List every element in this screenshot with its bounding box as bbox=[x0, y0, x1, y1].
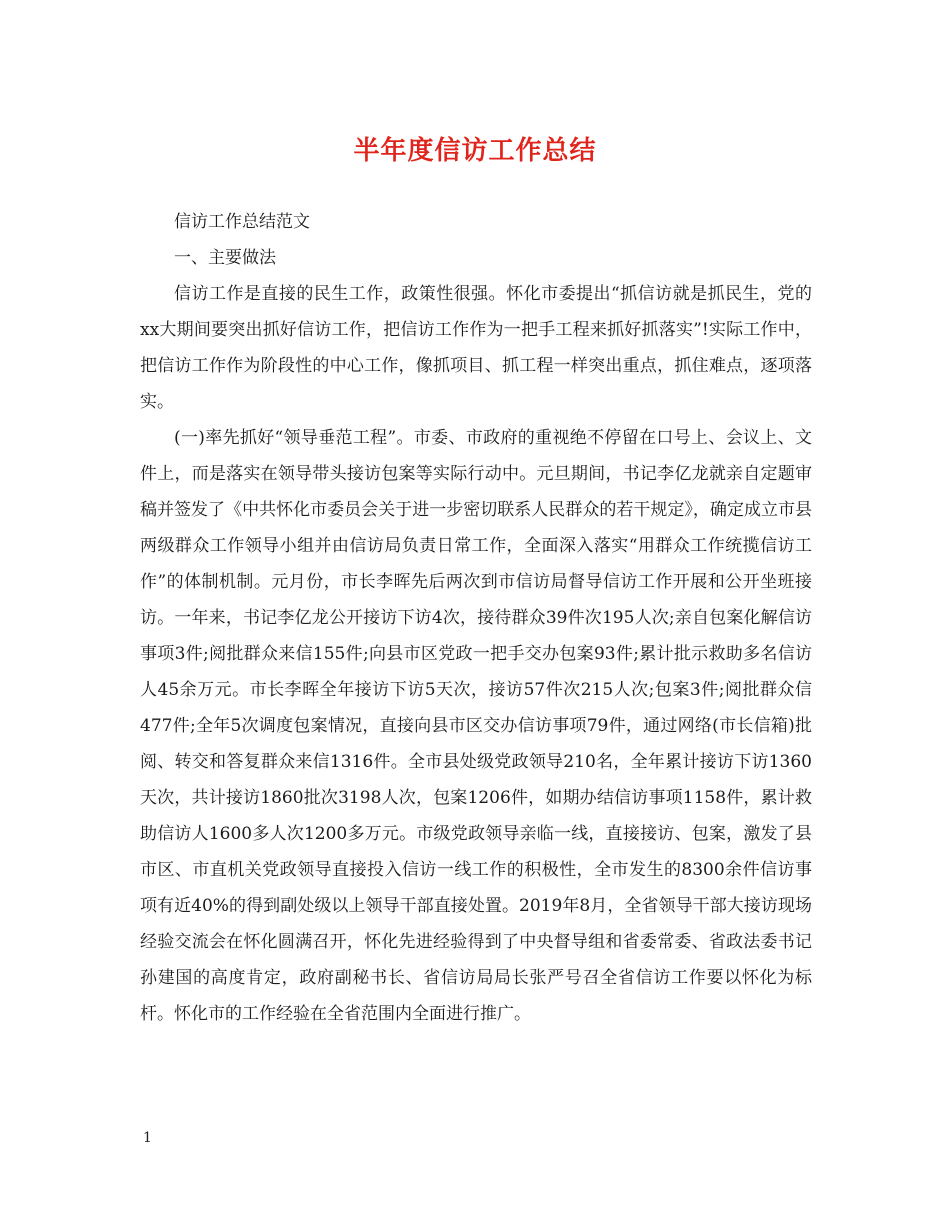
paragraph-leadership: (一)率先抓好“领导垂范工程”。市委、市政府的重视绝不停留在口号上、会议上、文件上，而是落实在领导带头接访包案等实际行动中。元旦期间，书记李亿龙就亲自定题审稿并签发了《中共怀化市委员会关于进一步密切联系人民群众的若干规定》，确定成立市县两级群众工作领导小组并由信访局负责日常工作，全面深入落实“用群众工作统揽信访工作”的体制机制。元月份，市长李晖先后两次到市信访局督导信访工作开展和公开坐班接访。一年来，书记李亿龙公开接访下访4次，接待群众39件次195人次;亲自包案化解信访事项3件;阅批群众来信155件;向县市区党政一把手交办包案93件;累计批示救助多名信访人45余万元。市长李晖全年接访下访5天次，接访57件次215人次;包案3件;阅批群众信477件;全年5次调度包案情况，直接向县市区交办信访事项79件，通过网络(市长信箱)批阅、转交和答复群众来信1316件。全市县处级党政领导210名，全年累计接访下访1360天次，共计接访1860批次3198人次，包案1206件，如期办结信访事项1158件，累计救助信访人1600多人次1200多万元。市级党政领导亲临一线，直接接访、包案，激发了县市区、市直机关党政领导直接投入信访一线工作的积极性，全市发生的8300余件信访事项有近40%的得到副处级以上领导干部直接处置。2019年8月，全省领导干部大接访现场经验交流会在怀化圆满召开，怀化先进经验得到了中央督导组和省委常委、省政法委书记孙建国的高度肯定，政府副秘书长、省信访局局长张严号召全省信访工作要以怀化为标杆。怀化市的工作经验在全省范围内全面进行推广。 bbox=[140, 428, 812, 1024]
paragraph-heading-sample: 信访工作总结范文 bbox=[174, 212, 310, 232]
page-number: 1 bbox=[143, 1130, 152, 1146]
document-body bbox=[140, 204, 812, 1032]
paragraph-section-heading: 一、主要做法 bbox=[174, 248, 276, 268]
document-title: 半年度信访工作总结 bbox=[353, 136, 597, 166]
paragraph-intro: 信访工作是直接的民生工作，政策性很强。怀化市委提出“抓信访就是抓民生，党的xx大期间要突出抓好信访工作，把信访工作作为一把手工程来抓好抓落实”!实际工作中，把信访工作作为阶段性的中心工作，像抓项目、抓工程一样突出重点，抓住难点，逐项落实。 bbox=[140, 284, 812, 412]
